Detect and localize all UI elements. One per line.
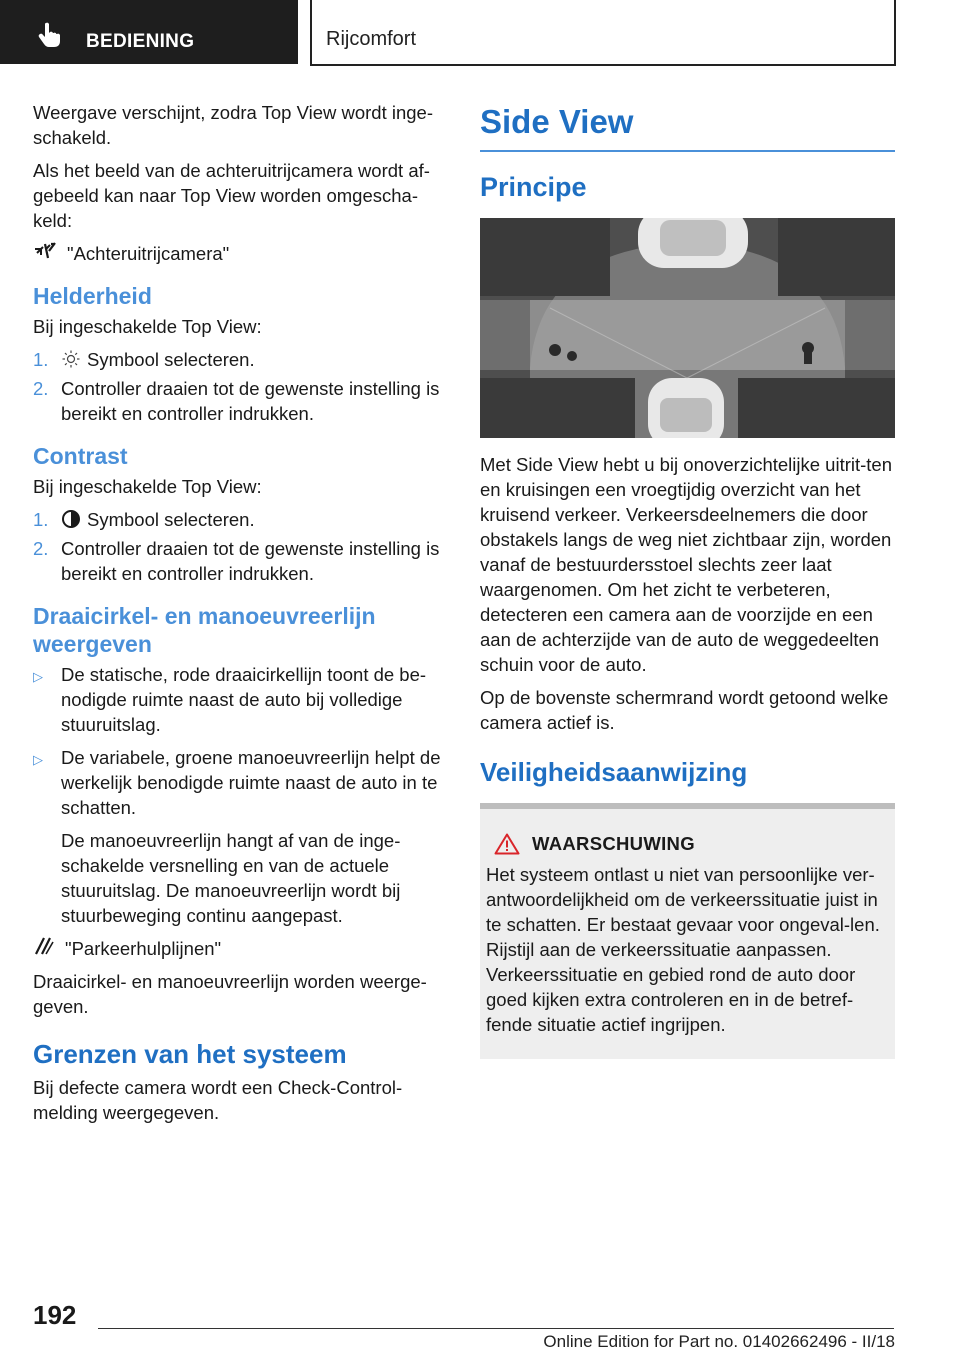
bullet-text: De variabele, groene manoeuvreerlijn helpt de werkelijk benodigde ruimte naast de auto in te schatten. (61, 747, 441, 818)
warning-text: Het systeem ontlast u niet van persoonlijke ver‐antwoordelijkheid om de verkeerssituatie juist in te schatten. Er bestaat gevaar voor ongeval‐len. Rijstijl aan de verkeerssituatie aanpassen. Verkeerssituatie en gebied rond de auto door goed kijken extra controleren en in de betref‐fende situatie actief ingrijpen. (486, 864, 880, 1035)
principle-paragraph-2: Op de bovenste schermrand wordt getoond welke camera actief is. (480, 687, 889, 733)
bullet-text: De statische, rode draaicirkellijn toont de be‐nodigde ruimte naast de auto bij volledige stuuruitslag. (61, 664, 427, 735)
principle-paragraph-1: Met Side View hebt u bij onoverzichtelijke uitrit‐ten en kruisingen een vroegtijdig overzicht van het kruisend verkeer. Verkeersdeelnemers die door obstakels langs de weg niet zichtbaar zijn, worden vanaf de bestuurdersstoel slechts zeer laat waargenomen. Om het zicht te verbeteren, detecteren een camera aan de voorzijde en een aan de achterzijde van de auto de weggedeelten schuin voor de auto. (480, 454, 893, 675)
camera-menu-line (33, 241, 443, 266)
bullet-continuation: De manoeuvreerlijn hangt af van de inge‐schakelde versnelling en van de actuele stuuruitslag. De manoeuvreerlijn wordt bij stuurbeweging continu aangepast. (61, 830, 401, 926)
step-number: 1. (33, 349, 49, 370)
warning-header (486, 831, 887, 856)
chapter-title: Rijcomfort (326, 28, 417, 50)
list-item (33, 507, 443, 532)
section-label: BEDIENING (86, 31, 195, 52)
brightness-heading: Helderheid (33, 283, 152, 309)
left-column (33, 100, 443, 1133)
side-view-scene (480, 218, 895, 438)
list-item (33, 347, 443, 372)
step-number: 2. (33, 538, 49, 559)
list-item (33, 745, 443, 820)
side-view-illustration (480, 218, 895, 438)
parking-lines-menu-line (33, 936, 443, 961)
intro-paragraph-2: Als het beeld van de achteruitrijcamera wordt af‐gebeeld kan naar Top View worden omgescha‐keld: (33, 160, 430, 231)
hand-pointer-icon (36, 20, 64, 48)
right-column (480, 100, 895, 1059)
intro-paragraph-1: Weergave verschijnt, zodra Top View wordt inge‐schakeld. (33, 102, 434, 148)
contrast-steps (33, 507, 443, 586)
lines-closing: Draaicirkel- en manoeuvreerlijn worden weerge‐geven. (33, 971, 427, 1017)
brightness-sun-icon (61, 349, 81, 369)
parking-lines-menu-label: "Parkeerhulplijnen" (65, 938, 222, 959)
warning-box (480, 803, 895, 1059)
brightness-steps (33, 347, 443, 426)
page-title: Side View (480, 100, 895, 152)
step-number: 1. (33, 509, 49, 530)
list-item (33, 376, 443, 426)
limits-heading: Grenzen van het systeem (33, 1039, 347, 1069)
rear-camera-icon (33, 241, 57, 261)
step-text: Controller draaien tot de gewenste instelling is bereikt en controller indrukken. (61, 538, 440, 584)
step-text: Symbool selecteren. (87, 509, 255, 530)
limits-text: Bij defecte camera wordt een Check-Control-melding weergegeven. (33, 1077, 403, 1123)
safety-heading: Veiligheidsaanwijzing (480, 757, 748, 787)
warning-title: WAARSCHUWING (532, 833, 695, 854)
lines-heading: Draaicirkel- en manoeuvreerlijn weergeven (33, 603, 376, 657)
page-number: 192 (33, 1300, 77, 1330)
parking-guide-lines-icon (33, 936, 55, 956)
step-text: Symbool selecteren. (87, 349, 255, 370)
camera-menu-label: "Achteruitrijcamera" (67, 243, 230, 264)
contrast-intro: Bij ingeschakelde Top View: (33, 476, 262, 497)
step-text: Controller draaien tot de gewenste instelling is bereikt en controller indrukken. (61, 378, 440, 424)
brightness-intro: Bij ingeschakelde Top View: (33, 316, 262, 337)
list-item (33, 536, 443, 586)
warning-triangle-icon (494, 833, 520, 855)
list-item (33, 662, 443, 737)
chapter-header (310, 0, 896, 66)
contrast-heading: Contrast (33, 443, 128, 469)
contrast-icon (61, 509, 81, 529)
bullet-triangle-icon: ▷ (33, 752, 43, 767)
section-tab[interactable] (0, 0, 298, 64)
principle-heading: Principe (480, 172, 587, 202)
bullet-triangle-icon: ▷ (33, 669, 43, 684)
step-number: 2. (33, 378, 49, 399)
footer-divider (98, 1328, 894, 1329)
edition-text: Online Edition for Part no. 01402662496 - II/18 (543, 1332, 895, 1351)
